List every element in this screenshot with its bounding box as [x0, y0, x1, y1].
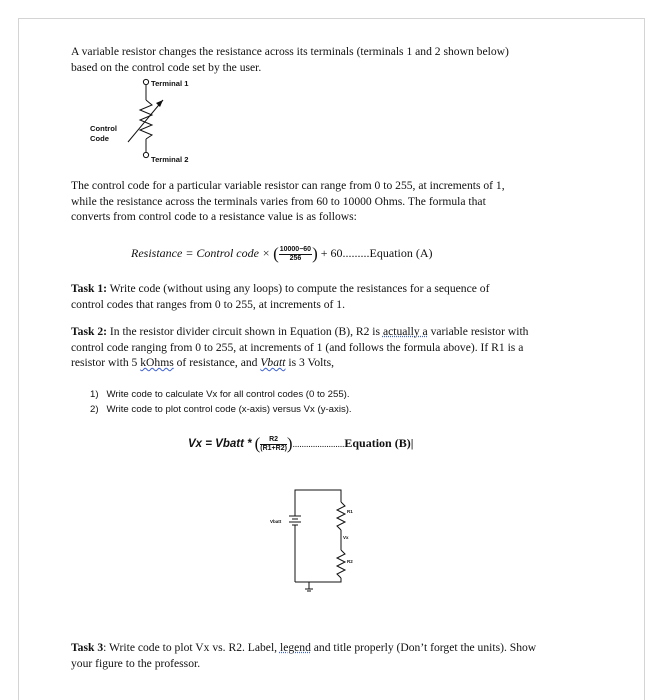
terminal-1-label: Terminal 1 — [151, 79, 189, 88]
equation-a: Resistance = Control code × ( $\frac{10000-60}{256}$ ) + 60.........Equation (A) — [131, 244, 433, 263]
equation-a-label: Equation (A) — [369, 245, 433, 260]
variable-resistor-diagram — [95, 76, 235, 166]
r2-label: R2 — [347, 559, 353, 564]
r1-label: R1 — [347, 509, 353, 514]
intro-paragraph — [71, 44, 591, 75]
task-1-paragraph: Task 1: Write code (without using any loops) to compute the resistances for a sequence of control codes that ranges from 0 to 255, at increments of 1. — [71, 282, 490, 311]
equation-a-lhs: Resistance = Control code × — [131, 245, 271, 260]
control-code-label: Control Code — [90, 124, 117, 143]
equation-b-dots: ....................... — [292, 438, 345, 449]
variable-arrow-line — [128, 100, 163, 142]
task-2-steps — [90, 387, 352, 417]
task-3-label: Task 3 — [71, 641, 104, 654]
terminal-2-node — [143, 152, 148, 157]
list-item: 1) Write code to calculate Vx for all control codes (0 to 255). — [90, 389, 350, 400]
vbatt-label: Vbatt — [270, 519, 282, 524]
equation-b-fraction: $\frac{R2}{(R1+R2)}$ — [260, 435, 287, 452]
task-2-label: Task 2: — [71, 325, 107, 338]
page-border-top — [18, 18, 645, 19]
task-2-paragraph: Task 2: In the resistor divider circuit shown in Equation (B), R2 is actually a variable resistor with control code ranging from 0 to 255, at increments of 1 (and follows the formula above). If R1 is a resistor with 5 kOhms of resistance, and Vbatt is 3 Volts, — [71, 325, 529, 370]
vx-label: Vx — [343, 535, 349, 540]
control-code-paragraph: The control code for a particular variable resistor can range from 0 to 255, at increments of 1, while the resistance across the terminals varies from 60 to 10000 Ohms. The formula that converts from control code to a resistance value is as follows: — [71, 179, 505, 224]
equation-b: Vx = Vbatt * ( $\frac{R2}{(R1+R2)}$ ).......................Equation (B)| — [188, 434, 414, 453]
task-3-paragraph: Task 3: Write code to plot Vx vs. R2. Label, legend and title properly (Don’t forget the units). Show your figure to the professor. — [71, 641, 537, 670]
task-1-label: Task 1: — [71, 282, 107, 295]
intro-line-1: A variable resistor changes the resistance across its terminals (terminals 1 and 2 shown below) — [71, 45, 509, 58]
intro-line-2: based on the control code set by the user. — [71, 60, 262, 74]
r1-zigzag — [337, 502, 345, 530]
equation-b-lhs: Vx = Vbatt * — [188, 437, 252, 450]
list-item: 2) Write code to plot control code (x-axis) versus Vx (y-axis). — [90, 404, 352, 415]
bottom-wire — [295, 578, 341, 582]
terminal-1-node — [143, 79, 148, 84]
variable-arrow-head — [156, 100, 163, 107]
top-wire — [295, 490, 341, 506]
equation-a-rhs: + 60......... — [320, 245, 370, 260]
terminal-2-label: Terminal 2 — [151, 155, 189, 164]
resistor-zigzag — [140, 100, 152, 139]
page-border-right — [644, 18, 645, 700]
divider-circuit — [268, 486, 348, 604]
equation-b-label: Equation (B)| — [344, 435, 414, 450]
r2-zigzag — [337, 550, 345, 578]
equation-a-fraction: $\frac{10000-60}{256}$ — [279, 245, 312, 262]
page-border-left — [18, 18, 19, 700]
